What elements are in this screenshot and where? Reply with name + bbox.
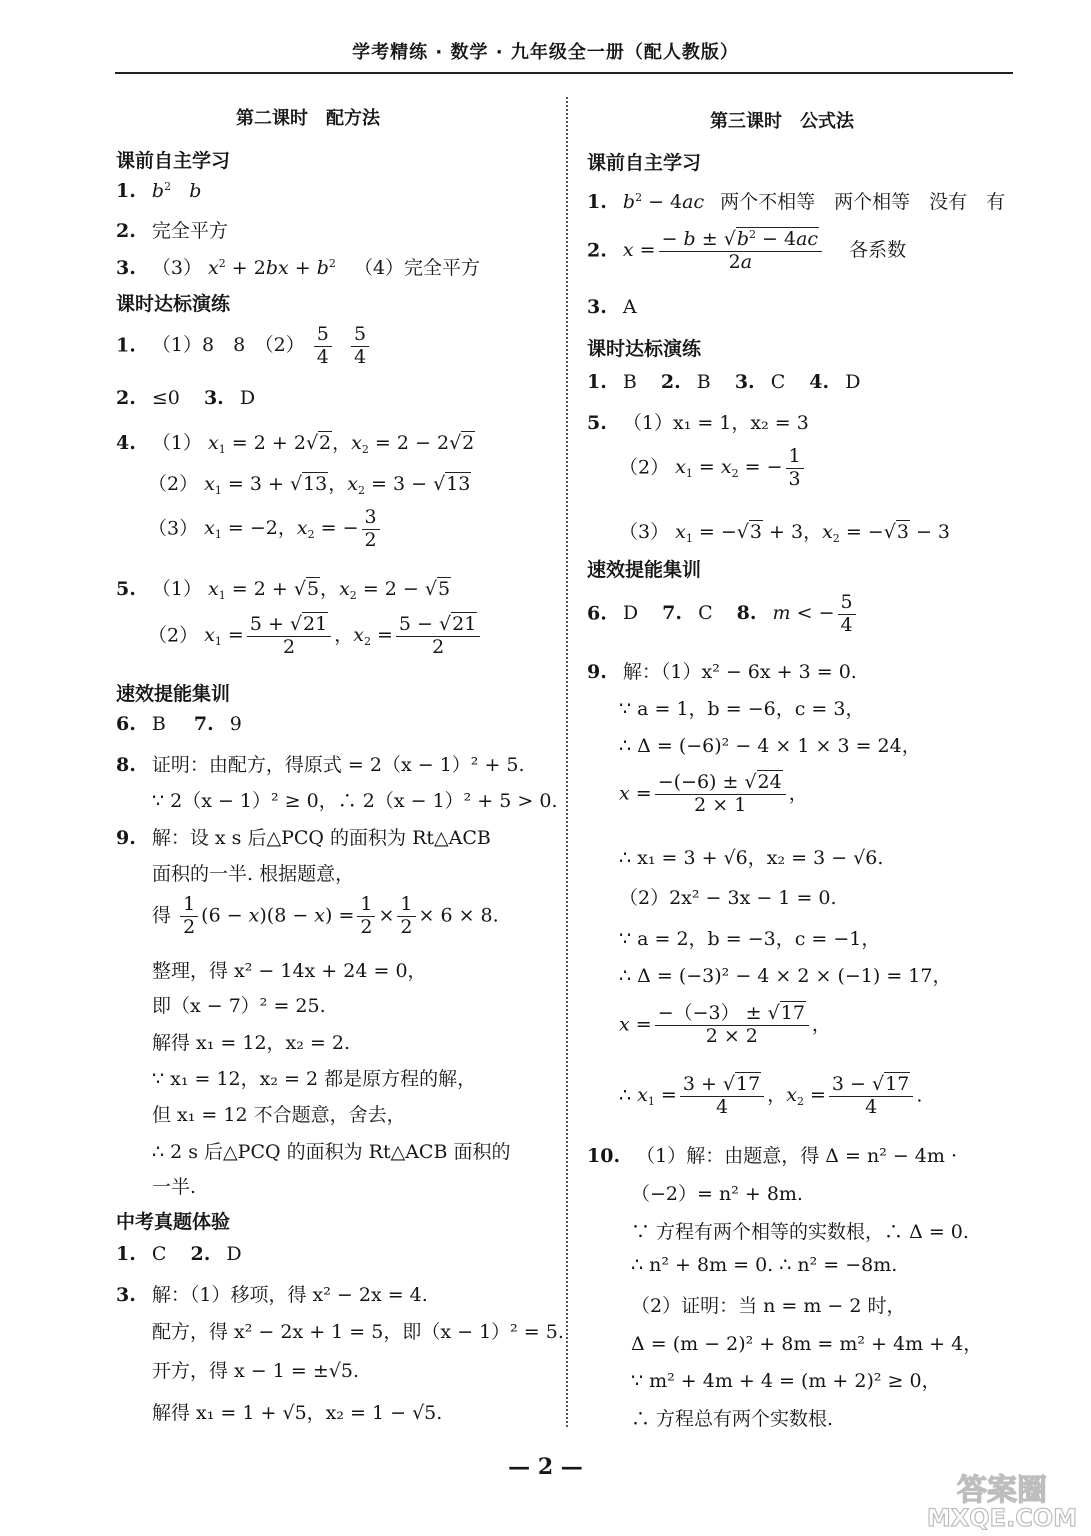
left-answer-b1: 1. （1）8 8 （2） $\frac{5}{4}$ $\frac{5}{4}$ <box>116 324 372 369</box>
left-answer-c9-line5: 即（x − 7）² = 25. <box>152 995 326 1017</box>
right-answer-b1-b4: 1. B 2. B 3. C 4. D <box>587 371 861 393</box>
left-answer-c9-line9: ∴ 2 s 后△PCQ 的面积为 Rt△ACB 面积的 <box>152 1141 511 1163</box>
left-answer-c9-line7: ∵ x₁ = 12，x₂ = 2 都是原方程的解， <box>152 1068 477 1090</box>
right-answer-c9-line4: x = $\frac{-(-6) \pm √24}{2 \times 1}$ ， <box>619 771 808 816</box>
right-answer-a2: 2. x = $\frac{- b \pm √b^2 - 4ac}{2a}$ 各系数 <box>587 228 907 273</box>
left-lesson-title: 第二课时 配方法 <box>236 108 380 129</box>
right-answer-a1: 1. $b^2 - 4ac$ 两个不相等 两个相等 没有 有 <box>587 191 1006 213</box>
left-section-drill: 课时达标演练 <box>116 293 231 315</box>
left-answer-b4-3: （3） $x_1 = -2$，$x_2$ = − $\frac{3}{2}$ <box>148 507 383 552</box>
left-answer-c9-line1: 9. 解：设 x s 后△PCQ 的面积为 Rt△ACB <box>116 827 491 849</box>
left-answer-c9-line4: 整理，得 x² − 14x + 24 = 0， <box>152 960 427 982</box>
left-answer-c9-line10: 一半. <box>152 1176 197 1198</box>
right-answer-c9-line3: ∴ Δ = (−6)² − 4 × 1 × 3 = 24， <box>619 735 921 757</box>
right-answer-c10-line2: （−2）= n² + 8m. <box>631 1183 803 1205</box>
left-answer-c9-line6: 解得 x₁ = 12，x₂ = 2. <box>152 1032 351 1054</box>
right-answer-c9-line8: ∴ Δ = (−3)² − 4 × 2 × (−1) = 17， <box>619 965 952 987</box>
left-answer-a2: 2. 完全平方 <box>116 220 228 242</box>
left-answer-c8-line1: 8. 证明：由配方，得原式 = 2（x − 1）² + 5. <box>116 754 525 776</box>
right-lesson-title: 第三课时 公式法 <box>710 111 854 132</box>
right-answer-c9-line9: x = $\frac{-(-3) \pm √17}{2 \times 2}$ ， <box>619 1002 831 1047</box>
left-answer-c6-c7: 6. B 7. 9 <box>116 713 242 735</box>
right-answer-c9-line5: ∴ x₁ = 3 + √6，x₂ = 3 − √6. <box>619 847 884 869</box>
right-answer-c10-line3: ∵ 方程有两个相等的实数根，∴ Δ = 0. <box>631 1221 969 1243</box>
left-answer-b5-2: （2） $x_1$ = $\frac{5 + √21}{2}$ ，$x_2$ = $\frac{5 - √21}{2}$ <box>148 614 483 659</box>
left-answer-b5-1: 5. （1） $x_1 = 2 + √5$，$x_2 = 2 - √5$ <box>116 578 451 602</box>
left-answer-a3: 3. （3） $x^2 + 2bx + b^2$ （4）完全平方 <box>116 257 481 279</box>
right-answer-b5-3: （3） $x_1 = -√3 + 3$，$x_2 = -√3 - 3$ <box>619 521 951 545</box>
right-answer-b5-2: （2） $x_1 = x_2$ = − $\frac{1}{3}$ <box>619 446 807 491</box>
left-answer-d3-line4: 解得 x₁ = 1 + √5，x₂ = 1 − √5. <box>152 1402 443 1424</box>
left-answer-c9-line2: 面积的一半. 根据题意， <box>152 863 355 885</box>
left-answer-d3-line2: 配方，得 x² − 2x + 1 = 5，即（x − 1）² = 5. <box>152 1321 564 1343</box>
right-answer-c9-line1: 9. 解：（1）x² − 6x + 3 = 0. <box>587 661 857 683</box>
right-answer-c10-line8: ∴ 方程总有两个实数根. <box>631 1408 834 1430</box>
page-number: — 2 — <box>508 1454 583 1480</box>
left-answer-b4-2: （2） $x_1 = 3 + √13$，$x_2 = 3 - √13$ <box>148 473 471 497</box>
left-answer-b4-1: 4. （1） $x_1 = 2 + 2√2$，$x_2 = 2 - 2√2$ <box>116 432 475 456</box>
left-answer-c8-line2: ∵ 2（x − 1）² ≥ 0，∴ 2（x − 1）² + 5 > 0. <box>152 790 558 812</box>
page-header-title: 学考精练 · 数学 · 九年级全一册（配人教版） <box>352 42 739 63</box>
left-answer-c9-line3: 得 $\frac{1}{2}$ (6 − x)(8 − x) = $\frac{1}{2}$ × $\frac{1}{2}$ × 6 × 8. <box>152 893 499 938</box>
left-answer-d3-line3: 开方，得 x − 1 = ±√5. <box>152 1360 359 1382</box>
right-section-pre-study: 课前自主学习 <box>587 152 702 174</box>
watermark-line2: MXQE.COM <box>926 1504 1078 1530</box>
right-answer-c10-line1: 10. （1）解：由题意，得 Δ = n² − 4m · <box>587 1145 957 1167</box>
right-answer-c6-c8: 6. D 7. C 8. m < − $\frac{5}{4}$ <box>587 592 859 637</box>
right-answer-c10-line7: ∵ m² + 4m + 4 = (m + 2)² ≥ 0， <box>631 1370 941 1392</box>
left-answer-c9-line8: 但 x₁ = 12 不合题意，舍去， <box>152 1104 406 1126</box>
right-section-drill: 课时达标演练 <box>587 338 702 360</box>
right-answer-c10-line5: （2）证明：当 n = m − 2 时， <box>631 1295 906 1317</box>
right-answer-c9-line6: （2）2x² − 3x − 1 = 0. <box>619 887 837 909</box>
right-answer-c9-line7: ∵ a = 2，b = −3，c = −1， <box>619 928 881 950</box>
left-section-speed: 速效提能集训 <box>116 683 231 705</box>
right-section-speed: 速效提能集训 <box>587 559 702 581</box>
left-section-pre-study: 课前自主学习 <box>116 150 231 172</box>
left-answer-b2-b3: 2. ≤0 3. D <box>116 387 256 409</box>
right-answer-c10-line6: Δ = (m − 2)² + 8m = m² + 4m + 4， <box>631 1333 983 1355</box>
watermark-logo <box>922 1468 1082 1530</box>
header-rule <box>115 72 1013 74</box>
left-answer-a1: 1. $b^2$ b <box>116 180 202 202</box>
right-answer-b5-1: 5. （1）x₁ = 1，x₂ = 3 <box>587 412 809 434</box>
right-answer-c9-line10: ∴ $x_1$ = $\frac{3 + √17}{4}$ ，$x_2$ = $\frac{3 - √17}{4}$ . <box>619 1073 923 1118</box>
right-answer-c10-line4: ∴ n² + 8m = 0. ∴ n² = −8m. <box>631 1254 898 1276</box>
right-answer-c9-line2: ∵ a = 1，b = −6，c = 3， <box>619 698 865 720</box>
watermark-line1: 答案圈 <box>957 1473 1047 1508</box>
left-answer-d3-line1: 3. 解：（1）移项，得 x² − 2x = 4. <box>116 1284 428 1306</box>
left-section-exam: 中考真题体验 <box>116 1211 231 1233</box>
left-answer-d1-d2: 1. C 2. D <box>116 1243 242 1265</box>
right-answer-a3: 3. A <box>587 296 637 318</box>
column-divider <box>566 97 568 1427</box>
